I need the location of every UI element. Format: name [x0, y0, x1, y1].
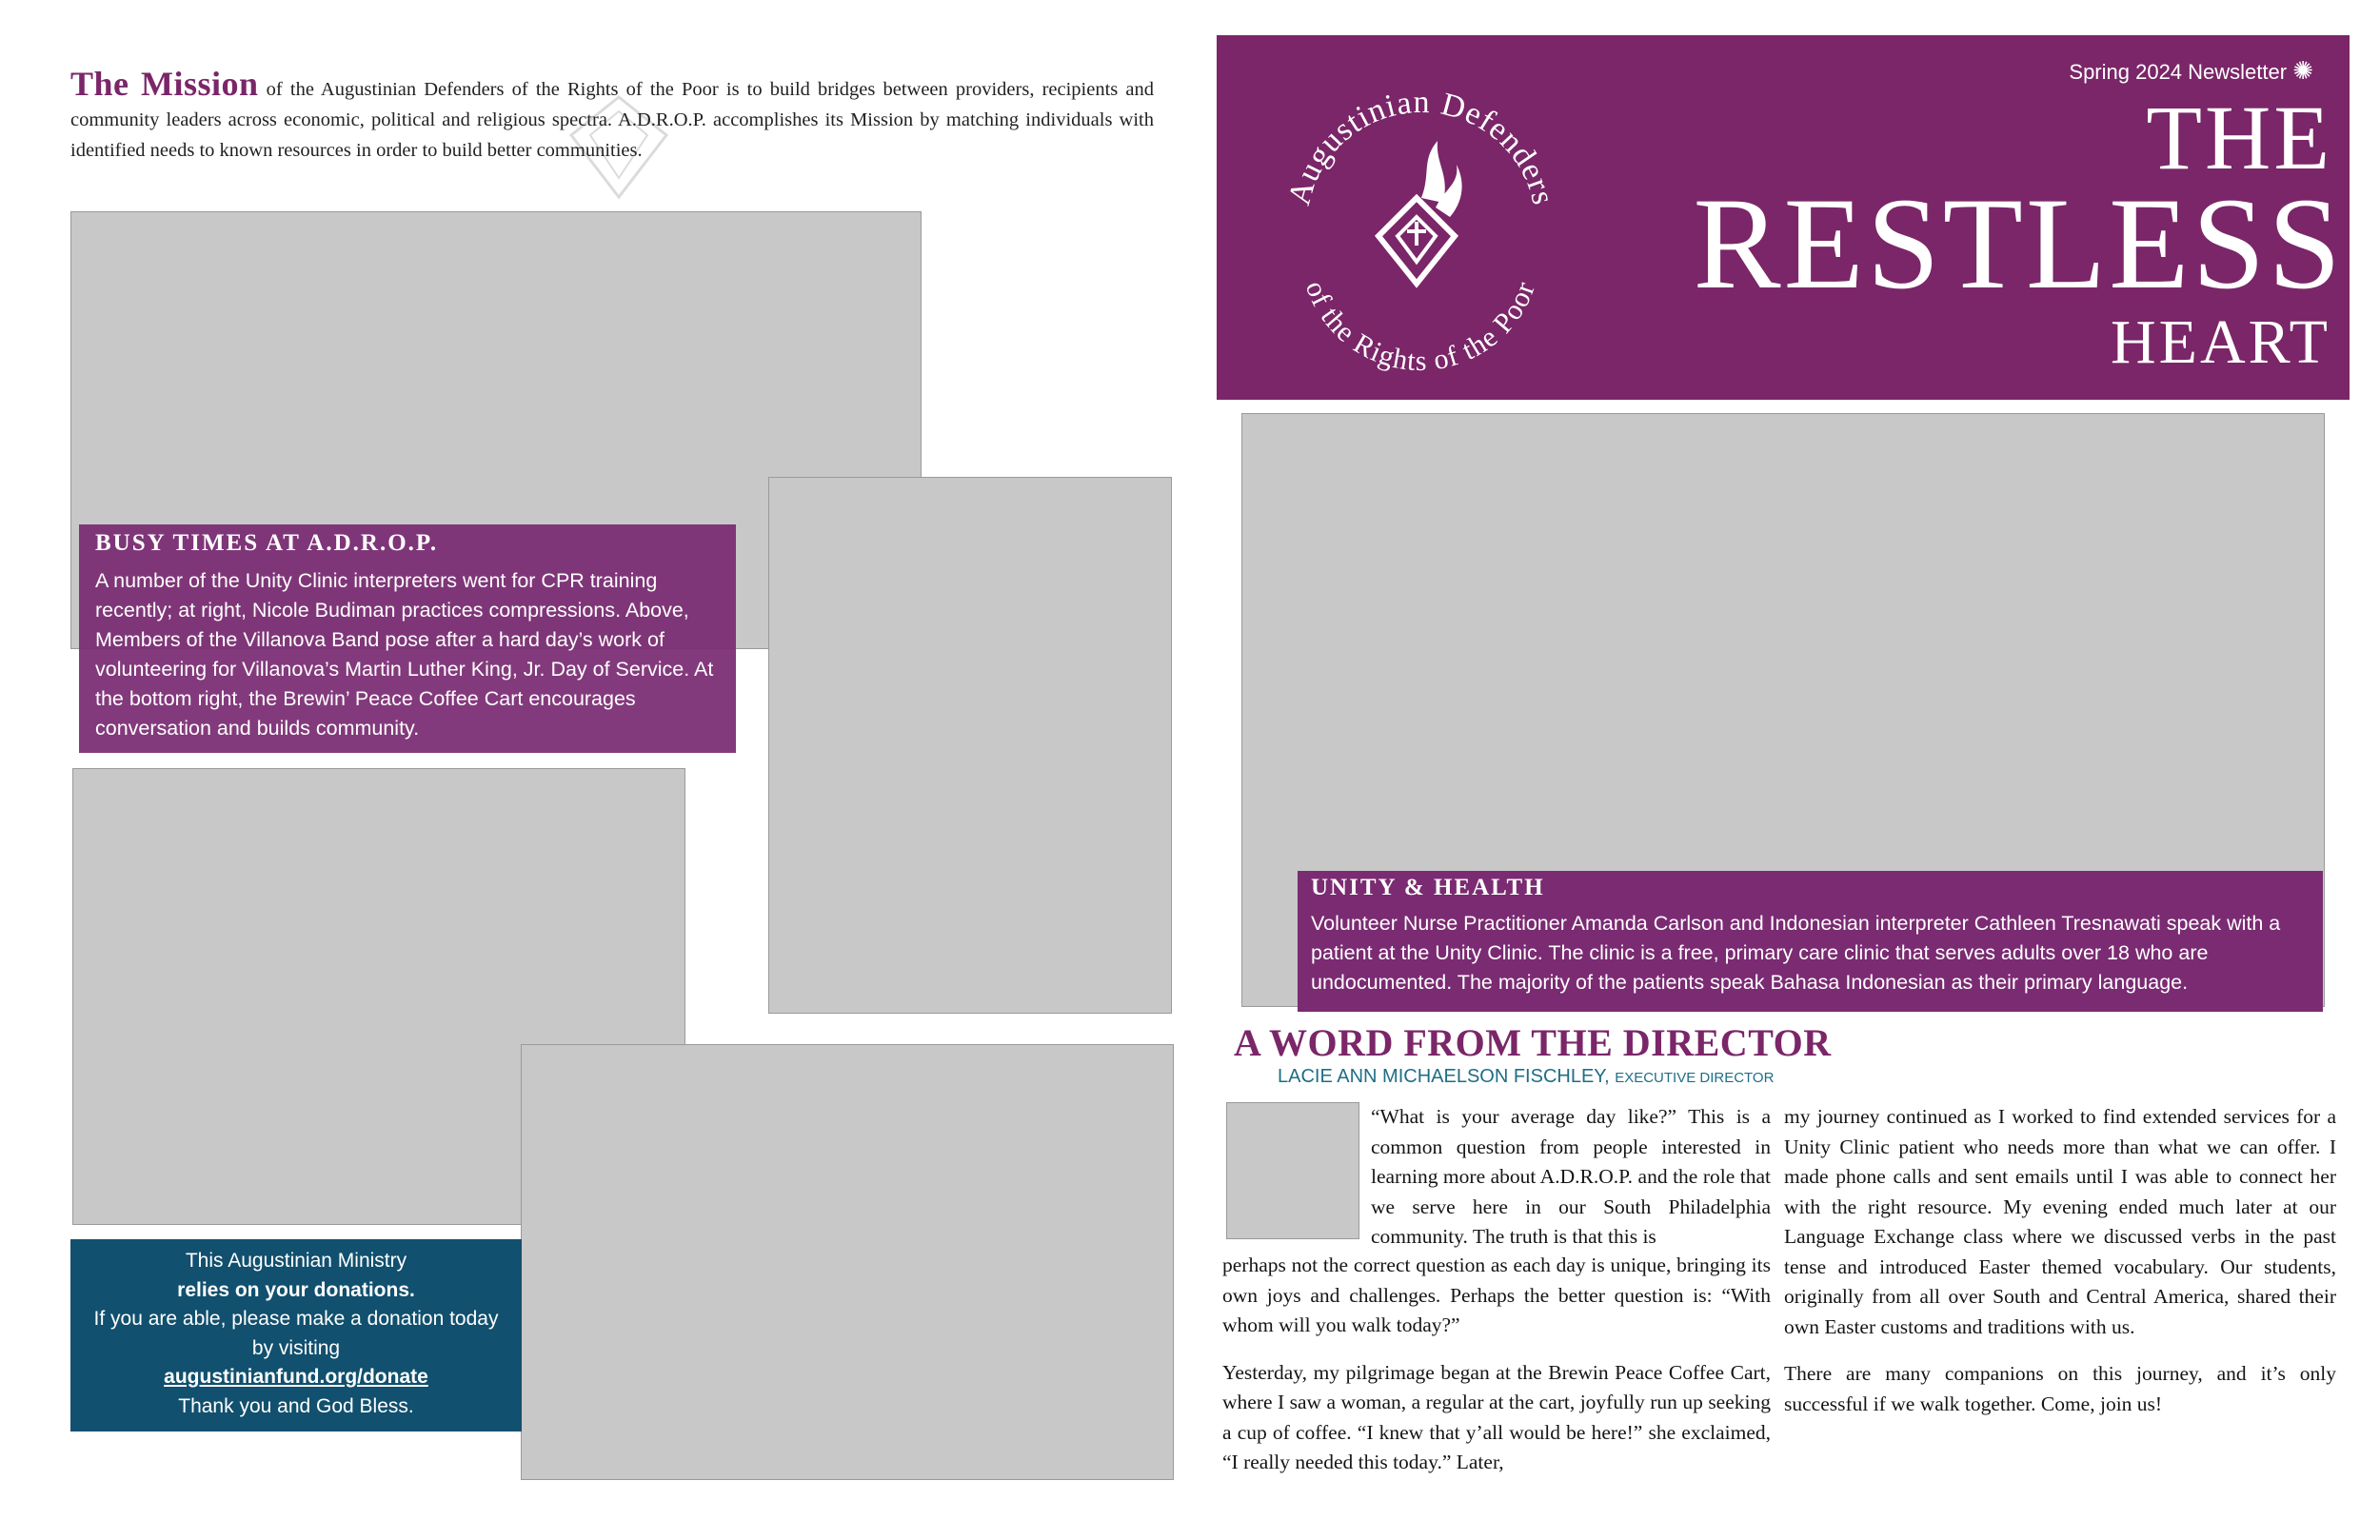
svg-text:of the Rights of the Poor	[1299, 277, 1542, 377]
unity-health-text: Volunteer Nurse Practitioner Amanda Carlson and Indonesian interpreter Cathleen Tresnawati speak with a patient at the Unity Clinic. The clinic is a free, primary care clinic that serves adults over 18 who are undocumented. The majority of the patients speak Bahasa Indonesian as their primary language.	[1311, 912, 2281, 994]
director-paragraph-1a: “What is your average day like?” This is a common question from people interested in learning more about A.D.R.O.P. and the role that we serve here in our South Philadelphia community. The truth is that this is	[1371, 1105, 1771, 1248]
director-section-title: A WORD FROM THE DIRECTOR	[1234, 1021, 1832, 1064]
logo-top-text: Augustinian Defenders	[1281, 84, 1561, 209]
busy-times-title: BUSY TIMES AT A.D.R.O.P.	[95, 530, 439, 556]
donate-link[interactable]: augustinianfund.org/donate	[164, 1366, 428, 1388]
busy-times-caption	[79, 524, 736, 753]
unity-health-title: UNITY & HEALTH	[1311, 875, 1545, 900]
director-paragraph-2: Yesterday, my pilgrimage began at the Brewin Peace Coffee Cart, where I saw a woman, a regular at the cart, joyfully run up seeking a cup of coffee. “I knew that y’all would be here!” she exclaimed, “I really needed this today.” Later,	[1222, 1360, 1771, 1473]
director-byline	[1278, 1066, 1774, 1088]
logo-bottom-text: of the Rights of the Poor	[1299, 276, 1542, 378]
unity-health-caption	[1298, 871, 2323, 1012]
issue-text: Spring 2024 Newsletter	[2069, 60, 2288, 84]
title-the: THE	[2146, 87, 2332, 188]
masthead	[1217, 35, 2350, 400]
mission-statement	[70, 65, 1154, 166]
mission-title: The Mission	[70, 65, 259, 103]
donation-box	[70, 1239, 522, 1431]
svg-text:Augustinian Defenders	[1281, 85, 1560, 208]
director-paragraph-4: There are many companions on this journey, and it’s only successful if we walk together. Come, join us!	[1784, 1362, 2336, 1415]
donate-line-3: If you are able, please make a donation today	[93, 1308, 499, 1330]
director-name: LACIE ANN MICHAELSON FISCHLEY,	[1278, 1066, 1616, 1087]
director-headshot-photo	[1226, 1102, 1359, 1239]
busy-times-text: A number of the Unity Clinic interpreters went for CPR training recently; at right, Nicole Budiman practices compressions. Above, Members of the Villanova Band pose after a hard day’s work of volunteering for Villanova’s Martin Luther King, Jr. Day of Service. At the bottom right, the Brewin’ Peace Coffee Cart encourages conversation and builds community.	[95, 569, 714, 740]
coffee-cart-photo	[521, 1044, 1174, 1480]
title-restless: RESTLESS	[1693, 170, 2344, 316]
donate-line-4: by visiting	[251, 1336, 341, 1359]
director-role: EXECUTIVE DIRECTOR	[1615, 1070, 1775, 1086]
director-text-col1-top	[1371, 1102, 1771, 1253]
donate-line-2: relies on your donations.	[177, 1278, 415, 1301]
donate-line-1: This Augustinian Ministry	[185, 1250, 407, 1272]
director-paragraph-1b: perhaps not the correct question as each day is unique, bringing its own joys and challenges. Perhaps the better question is: “With whom will you walk today?”	[1222, 1254, 1771, 1336]
director-paragraph-3: my journey continued as I worked to find extended services for a Unity Clinic patient who needs more than what we can offer. I made phone calls and sent emails until I was able to connect her with the right resource. My evening ended much later at our Language Exchange class where we discussed verbs in the past tense and introduced Easter themed vocabulary. Our students, originally from all over South and Central America, shared their own Easter customs and traditions with us.	[1784, 1105, 2336, 1338]
adrop-logo-icon	[1255, 41, 1569, 393]
flower-icon: ✺	[2292, 56, 2313, 85]
issue-label	[2069, 56, 2313, 86]
cpr-training-photo	[768, 477, 1172, 1014]
mission-text: of the Augustinian Defenders of the Rights of the Poor is to build bridges between providers, recipients and community leaders across economic, political and religious spectra. A.D.R.O.P. accomplishes its Mission by matching individuals with identified needs to known resources in order to build better communities.	[70, 79, 1154, 161]
title-heart: HEART	[2110, 307, 2330, 377]
director-text-col1-bottom	[1222, 1251, 1771, 1495]
donate-line-5: Thank you and God Bless.	[178, 1394, 414, 1417]
director-text-col2	[1784, 1102, 2336, 1436]
